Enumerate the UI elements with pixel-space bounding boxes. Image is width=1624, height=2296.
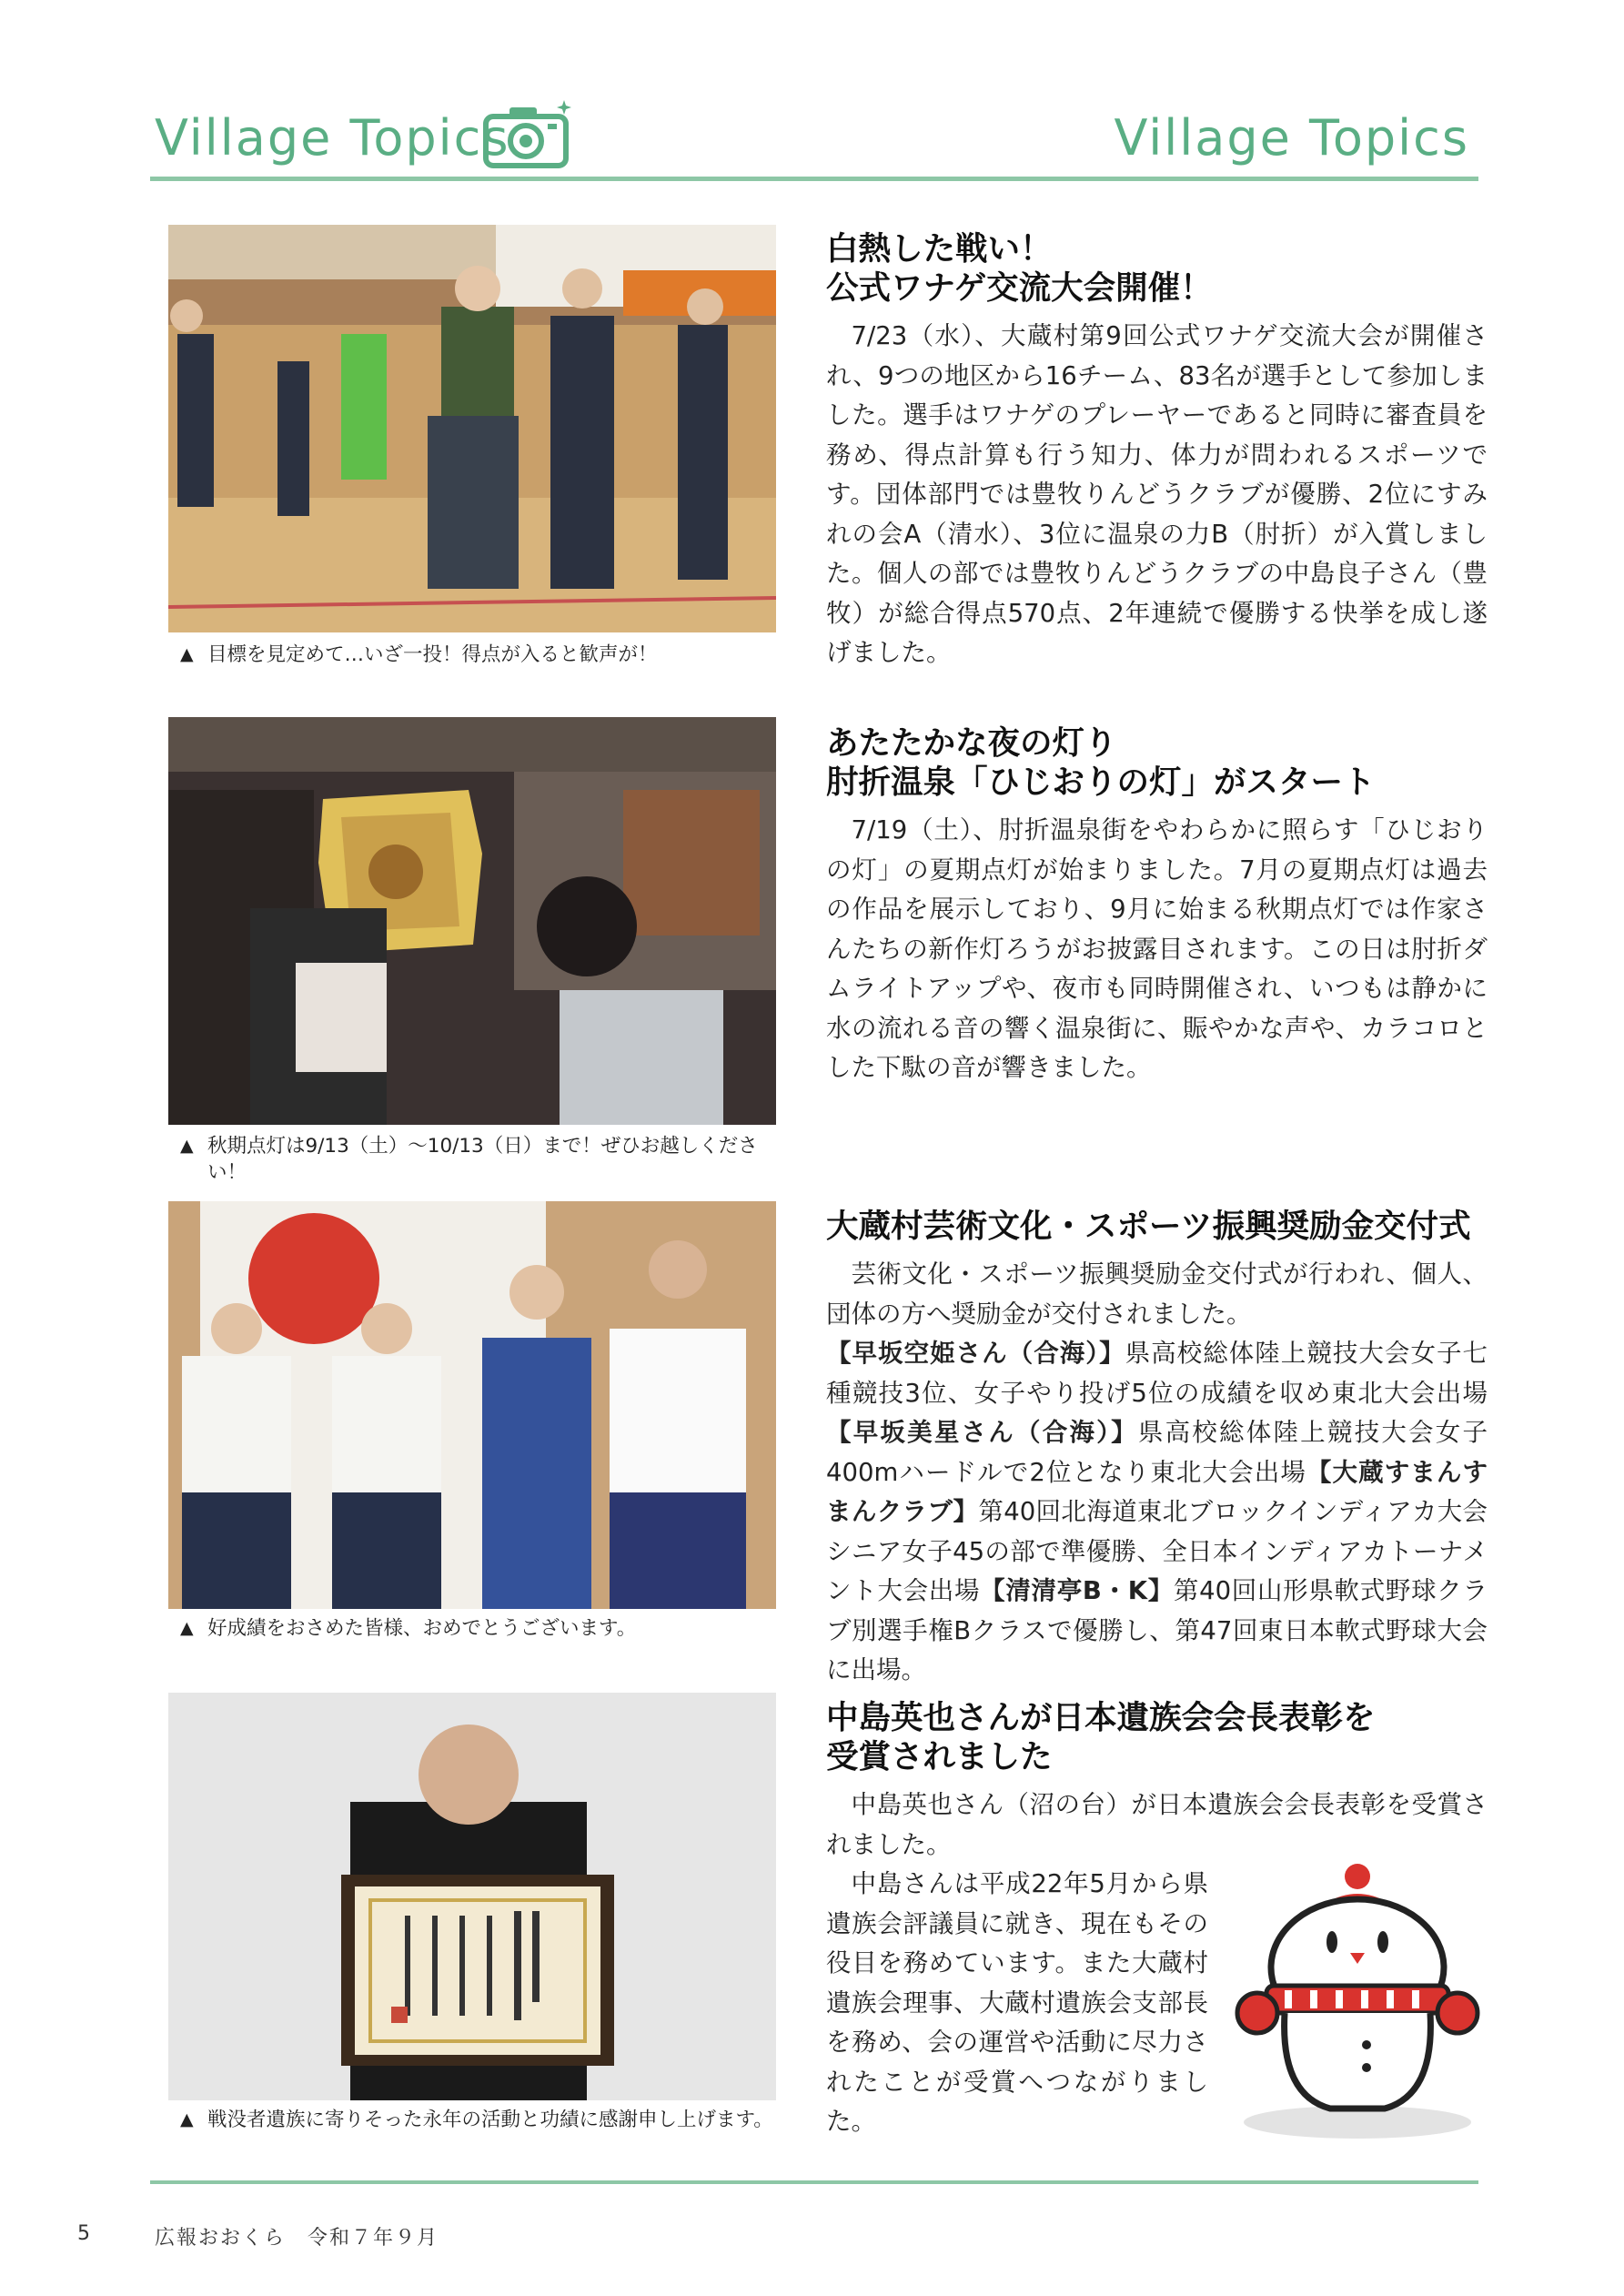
article-body: 7/23（水）、大蔵村第9回公式ワナゲ交流大会が開催され、9つの地区から16チーム、83名が選手として参加しました。選手はワナゲのプレーヤーであると同時に審査員を務め、得点計算も行う知力、体力が問われるスポーツです。団体部門では豊牧りんどうクラブが優勝、2位にすみれの会A（清水）、3位に温泉の力B（肘折）が入賞しました。個人の部では豊牧りんどうクラブの中島良子さん（豊牧）が総合得点570点、2年連続で優勝する快挙を成し遂げました。 — [826, 321, 1488, 667]
camera-icon — [482, 98, 573, 169]
header-divider — [150, 177, 1478, 181]
award-name: 【大蔵すまんすまんクラブ】 — [826, 1457, 1488, 1526]
award-text: 第40回山形県軟式野球クラブ別選手権Bクラスで優勝し、第47回東日本軟式野球大会に出場。 — [826, 1576, 1488, 1684]
award-text: 県高校総体陸上競技大会女子400mハードルで2位となり東北大会出場 — [826, 1418, 1488, 1487]
award-name: 【清清亭B・K】 — [980, 1576, 1174, 1605]
award-text: 県高校総体陸上競技大会女子七種競技3位、女子やり投げ5位の成績を収め東北大会出場 — [826, 1339, 1488, 1408]
award-name: 【早坂空姫さん（合海）】 — [826, 1339, 1125, 1368]
article-title: 白熱した戦い！ 公式ワナゲ交流大会開催！ — [826, 230, 1213, 307]
article-title: あたたかな夜の灯り 肘折温泉「ひじおりの灯」がスタート — [826, 724, 1376, 801]
footer-divider — [150, 2180, 1478, 2184]
award-list — [826, 1334, 1488, 1691]
caption-triangle-icon: ▲ — [180, 1618, 194, 1638]
caption-triangle-icon: ▲ — [180, 644, 194, 664]
caption-article-2: ▲ 秋期点灯は9/13（土）～10/13（日）まで！ぜひお越しください！ — [180, 1135, 758, 1184]
article-title: 中島英也さんが日本遺族会会長表彰を 受賞されました — [826, 1699, 1376, 1775]
publication-info: 広報おおくら 令和７年９月 — [155, 2227, 439, 2250]
caption-article-1: ▲ 目標を見定めて…いざ一投！得点が入ると歓声が！ — [180, 643, 658, 666]
header-title-right: Village Topics — [1114, 109, 1469, 167]
article-hijiori-lantern — [826, 723, 1488, 1088]
award-text: 第40回北海道東北ブロックインディアカ大会シニア女子45の部で準優勝、全日本インディアカトーナメント大会出場 — [826, 1497, 1488, 1605]
article-title: 大蔵村芸術文化・スポーツ振興奨励金交付式 — [826, 1208, 1471, 1245]
mascot-illustration — [1230, 1858, 1485, 2140]
article-body: 中島英也さん（沼の台）が日本遺族会会長表彰を受賞されました。 中島さんは平成22年5月から県遺族会評議員に就き、現在もその役目を務めています。また大蔵村遺族会理事、大蔵村遺族会支部長を務め、会の運営や活動に尽力されたことが受賞へつながりました。 — [826, 1790, 1488, 2136]
header-title-left: Village Topics — [155, 109, 510, 167]
award-name: 【早坂美星さん（合海）】 — [826, 1418, 1138, 1447]
caption-article-3: ▲ 好成績をおさめた皆様、おめでとうございます。 — [180, 1617, 637, 1640]
photo-award-ceremony — [168, 1201, 776, 1609]
article-award-ceremony — [826, 1207, 1488, 1691]
caption-triangle-icon: ▲ — [180, 2109, 194, 2129]
article-wanage-tournament — [826, 229, 1488, 673]
caption-triangle-icon: ▲ — [180, 1136, 194, 1156]
photo-commendation — [168, 1693, 776, 2100]
article-body: 7/19（土）、肘折温泉街をやわらかに照らす「ひじおりの灯」の夏期点灯が始まりました。7月の夏期点灯は過去の作品を展示しており、9月に始まる秋期点灯では作家さんたちの新作灯ろうがお披露目されます。この日は肘折ダムライトアップや、夜市も同時開催され、いつもは静かに水の流れる音の響く温泉街に、賑やかな声や、カラコロとした下駄の音が響きました。 — [826, 815, 1488, 1082]
photo-hijiori-lantern — [168, 717, 776, 1125]
photo-wanage-tournament — [168, 225, 776, 632]
page-number: 5 — [77, 2222, 90, 2245]
caption-article-4: ▲ 戦没者遺族に寄りそった永年の活動と功績に感謝申し上げます。 — [180, 2109, 773, 2131]
article-body: 芸術文化・スポーツ振興奨励金交付式が行われ、個人、団体の方へ奨励金が交付されました。 【早坂空姫さん（合海）】県高校総体陸上競技大会女子七種競技3位、女子やり投げ5位の成績を収め東北大会出場【早坂美星さん（合海）】県高校総体陸上競技大会女子400mハードルで2位となり東北大会出場【大蔵すまんすまんクラブ】第40回北海道東北ブロックインディアカ大会シニア女子45の部で準優勝、全日本インディアカトーナメント大会出場【清清亭B・K】第40回山形県軟式野球クラブ別選手権Bクラスで優勝し、第47回東日本軟式野球大会に出場。 — [826, 1255, 1488, 1691]
